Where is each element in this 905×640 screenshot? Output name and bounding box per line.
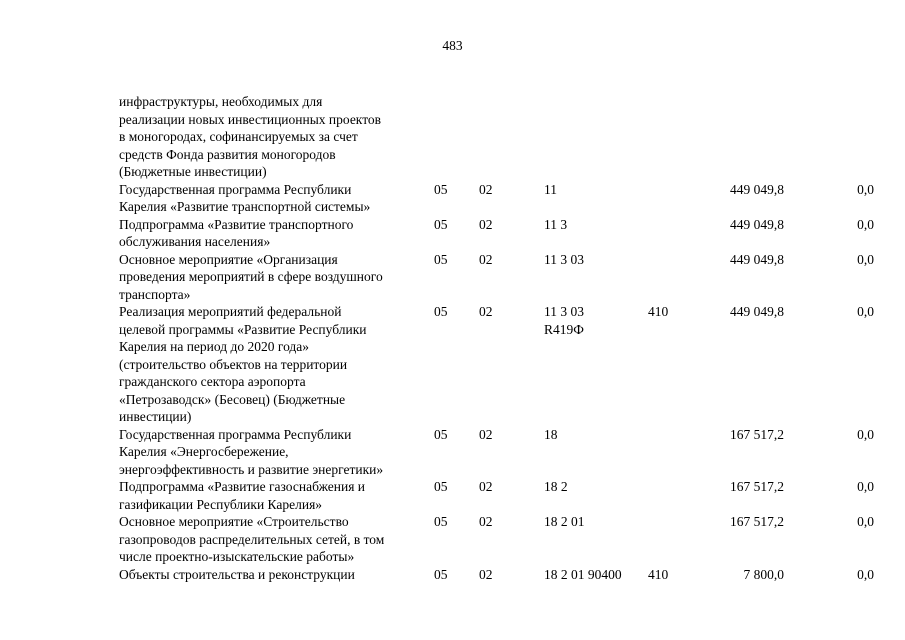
row-name xyxy=(119,426,419,479)
amount-1: 449 049,8 xyxy=(730,251,784,267)
row-name-line: Подпрограмма «Развитие транспортного xyxy=(119,216,354,232)
amount-1: 449 049,8 xyxy=(730,181,784,197)
target-code xyxy=(544,181,557,199)
subsection-code: 02 xyxy=(479,216,493,232)
subsection-code: 02 xyxy=(479,566,493,582)
subsection-code: 02 xyxy=(479,514,493,529)
section-code: 05 xyxy=(434,181,448,197)
row-name-line: Карелия на период до 2020 года» xyxy=(119,339,310,354)
page-number: 483 xyxy=(442,38,463,53)
section-code: 05 xyxy=(434,426,448,442)
row-name-line: средств Фонда развития моногородов xyxy=(119,146,336,162)
row-name-line: Подпрограмма «Развитие газоснабжения и xyxy=(119,479,366,494)
amount-2: 0,0 xyxy=(857,566,874,582)
row-name-line: Карелия «Энергосбережение, xyxy=(119,444,289,459)
target-code-line: 18 2 01 xyxy=(544,514,585,529)
row-name-line: Реализация мероприятий федеральной xyxy=(119,304,342,319)
row-name-line: Основное мероприятие «Организация xyxy=(119,251,338,267)
section-code: 05 xyxy=(434,251,448,267)
row-name xyxy=(119,93,419,181)
row-name-line: газификации Республики Карелия» xyxy=(119,496,323,512)
target-code xyxy=(544,513,585,531)
row-name xyxy=(119,216,419,251)
target-code-line: R419Ф xyxy=(544,321,584,337)
row-name xyxy=(119,251,419,304)
section-code: 05 xyxy=(434,514,448,529)
row-name-line: энергоэффективность и развитие энергетики» xyxy=(119,461,384,477)
section-code: 05 xyxy=(434,304,448,319)
table-row xyxy=(0,513,905,566)
row-name-line: Государственная программа Республики xyxy=(119,426,352,442)
row-name-line: Карелия «Развитие транспортной системы» xyxy=(119,199,371,214)
row-name-line: целевой программы «Развитие Республики xyxy=(119,321,367,337)
table-row xyxy=(0,478,905,513)
amount-1: 167 517,2 xyxy=(730,514,784,529)
section-code: 05 xyxy=(434,566,448,582)
amount-1: 449 049,8 xyxy=(730,216,784,232)
target-code xyxy=(544,303,584,338)
target-code-line: 11 3 xyxy=(544,216,568,232)
table-row xyxy=(0,251,905,304)
target-code xyxy=(544,251,584,269)
row-name xyxy=(119,513,419,566)
row-name-line: реализации новых инвестиционных проектов xyxy=(119,111,382,127)
row-name-line: Основное мероприятие «Строительство xyxy=(119,514,349,529)
target-code xyxy=(544,216,567,234)
row-name-line: обслуживания населения» xyxy=(119,234,271,249)
subsection-code: 02 xyxy=(479,251,493,267)
table-row xyxy=(0,426,905,479)
row-name-line: в моногородах, софинансируемых за счет xyxy=(119,129,358,144)
row-name-line: «Петрозаводск» (Бесовец) (Бюджетные xyxy=(119,391,346,407)
row-name xyxy=(119,303,419,426)
row-name xyxy=(119,478,419,513)
amount-2: 0,0 xyxy=(857,181,874,197)
subsection-code: 02 xyxy=(479,426,493,442)
target-code xyxy=(544,566,622,584)
target-code-line: 11 3 03 xyxy=(544,251,584,267)
row-name-line: газопроводов распределительных сетей, в том xyxy=(119,531,385,547)
budget-table xyxy=(0,93,905,583)
target-code-line: 18 2 xyxy=(544,479,568,494)
row-name-line: (строительство объектов на территории xyxy=(119,356,348,372)
amount-1: 167 517,2 xyxy=(730,426,784,442)
table-row xyxy=(0,181,905,216)
amount-2: 0,0 xyxy=(857,426,874,442)
table-row xyxy=(0,566,905,584)
row-name-line: инвестиции) xyxy=(119,409,192,424)
target-code-line: 18 2 01 90400 xyxy=(544,566,622,582)
amount-2: 0,0 xyxy=(857,304,874,319)
target-code-line: 11 3 03 xyxy=(544,304,584,319)
row-name-line: инфраструктуры, необходимых для xyxy=(119,94,323,109)
target-code-line: 18 xyxy=(544,426,558,442)
section-code: 05 xyxy=(434,216,448,232)
row-name-line: (Бюджетные инвестиции) xyxy=(119,164,267,179)
row-name-line: Государственная программа Республики xyxy=(119,181,352,197)
amount-1: 449 049,8 xyxy=(730,304,784,319)
target-code xyxy=(544,478,568,496)
table-row xyxy=(0,303,905,426)
amount-2: 0,0 xyxy=(857,216,874,232)
table-row xyxy=(0,93,905,181)
section-code: 05 xyxy=(434,479,448,494)
row-name xyxy=(119,181,419,216)
amount-1: 167 517,2 xyxy=(730,479,784,494)
subsection-code: 02 xyxy=(479,304,493,319)
target-code xyxy=(544,426,558,444)
table-row xyxy=(0,216,905,251)
row-name xyxy=(119,566,419,584)
row-name-line: гражданского сектора аэропорта xyxy=(119,374,306,389)
amount-2: 0,0 xyxy=(857,251,874,267)
target-code-line: 11 xyxy=(544,181,557,197)
row-name-line: числе проектно-изыскательские работы» xyxy=(119,549,355,564)
subsection-code: 02 xyxy=(479,181,493,197)
row-name-line: проведения мероприятий в сфере воздушного xyxy=(119,269,383,284)
amount-2: 0,0 xyxy=(857,479,874,494)
row-name-line: Объекты строительства и реконструкции xyxy=(119,566,355,582)
amount-2: 0,0 xyxy=(857,514,874,529)
expense-type-code: 410 xyxy=(648,304,669,319)
row-name-line: транспорта» xyxy=(119,286,191,302)
expense-type-code: 410 xyxy=(648,566,669,582)
amount-1: 7 800,0 xyxy=(743,566,784,582)
subsection-code: 02 xyxy=(479,479,493,494)
